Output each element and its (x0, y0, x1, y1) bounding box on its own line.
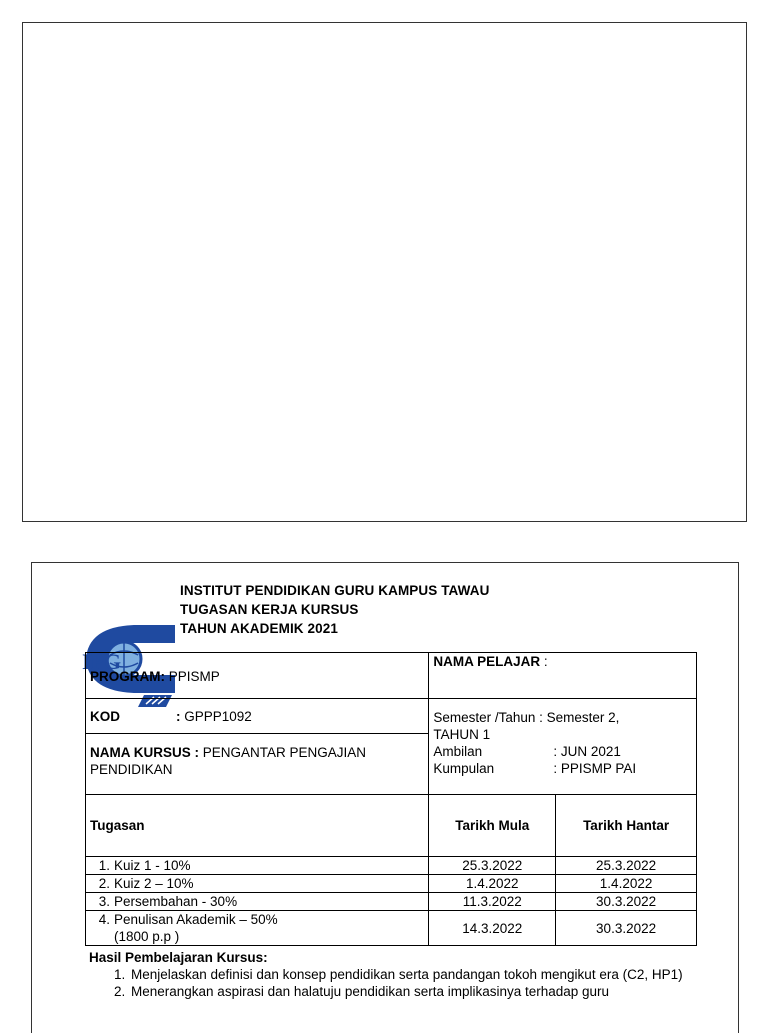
task-name: 3. Persembahan - 30% (86, 893, 429, 911)
tarikh-hantar-header: Tarikh Hantar (556, 795, 697, 857)
kod-value: GPPP1092 (184, 708, 252, 724)
course-name-value: PENGANTAR PENGAJIAN PENDIDIKAN (90, 745, 367, 777)
task-row (86, 911, 697, 946)
task-due: 25.3.2022 (556, 857, 697, 875)
task-start: 25.3.2022 (429, 857, 556, 875)
course-name-cell: NAMA KURSUS : PENGANTAR PENGAJIAN PENDIDIKAN (86, 734, 429, 795)
kumpulan-label: Kumpulan (433, 761, 495, 776)
kod-cell: KOD : GPPP1092 (86, 699, 429, 734)
course-info-table (85, 652, 697, 946)
ambilan-value: JUN 2021 (560, 744, 621, 759)
program-label: PROGRAM (90, 669, 161, 684)
task-row (86, 857, 697, 875)
student-name-label: NAMA PELAJAR (433, 654, 541, 669)
semester-label: Semester /Tahun (433, 710, 536, 725)
semester-value-year: TAHUN 1 (433, 727, 491, 742)
course-outcomes (89, 949, 729, 1000)
kod-label: KOD (90, 708, 120, 724)
task-row (86, 893, 697, 911)
header-assignment: TUGASAN KERJA KURSUS (180, 602, 359, 617)
program-value: PPISMP (168, 669, 220, 684)
semester-cell: Semester /Tahun : Semester 2, TAHUN 1 Ambilan : JUN 2021 Kumpulan : PPISMP PAI (429, 699, 697, 795)
tugasan-header: Tugasan (86, 795, 429, 857)
document-header (180, 581, 489, 638)
document-page (31, 562, 739, 1033)
task-due: 1.4.2022 (556, 875, 697, 893)
tarikh-mula-header: Tarikh Mula (429, 795, 556, 857)
header-institute: INSTITUT PENDIDIKAN GURU KAMPUS TAWAU (180, 583, 490, 598)
ambilan-label: Ambilan (433, 744, 483, 759)
outcomes-title: Hasil Pembelajaran Kursus: (89, 950, 268, 965)
semester-value: Semester 2, (546, 710, 620, 725)
task-name: 1. Kuiz 1 - 10% (86, 857, 429, 875)
task-row (86, 875, 697, 893)
student-name-cell: NAMA PELAJAR : (429, 653, 697, 699)
outcome-item: 2. Menerangkan aspirasi dan halatuju pendidikan serta implikasinya terhadap guru (129, 983, 729, 1000)
task-name: 4. Penulisan Akademik – 50% (1800 p.p ) (86, 911, 429, 946)
task-start: 14.3.2022 (429, 911, 556, 946)
course-name-label: NAMA KURSUS (90, 745, 191, 760)
outcome-item: 1. Menjelaskan definisi dan konsep pendidikan serta pandangan tokoh mengikut era (C2, HP1) (129, 966, 729, 983)
task-due: 30.3.2022 (556, 893, 697, 911)
program-cell: PROGRAM: PPISMP (86, 653, 429, 699)
kumpulan-value: PPISMP PAI (560, 761, 637, 776)
task-start: 1.4.2022 (429, 875, 556, 893)
blank-page (22, 22, 747, 522)
task-start: 11.3.2022 (429, 893, 556, 911)
task-name: 2. Kuiz 2 – 10% (86, 875, 429, 893)
task-due: 30.3.2022 (556, 911, 697, 946)
header-academic-year: TAHUN AKADEMIK 2021 (180, 621, 338, 636)
logo-text: IPG (82, 649, 122, 674)
